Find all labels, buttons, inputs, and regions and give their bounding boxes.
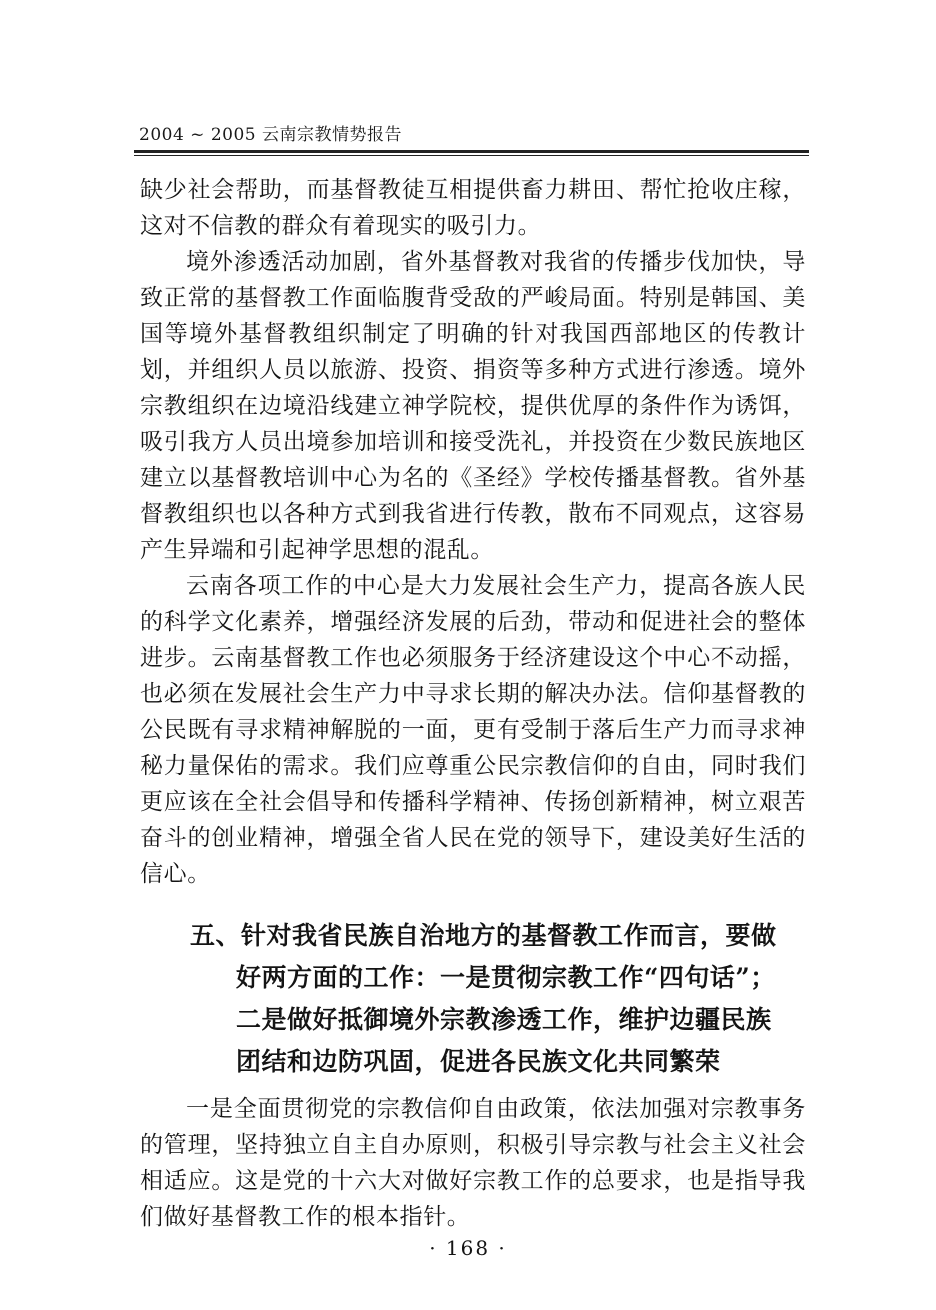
body-text-top — [140, 172, 806, 892]
paragraph: 一是全面贯彻党的宗教信仰自由政策，依法加强对宗教事务的管理，坚持独立自主自办原则，积极引导宗教与社会主义社会相适应。这是党的十六大对做好宗教工作的总要求，也是指导我们做好基督教工作的根本指针。 — [140, 1096, 806, 1230]
page-number: · 168 · — [429, 1236, 507, 1260]
header-rule — [134, 150, 809, 156]
paragraph: 云南各项工作的中心是大力发展社会生产力，提高各族人民的科学文化素养，增强经济发展的后劲，带动和促进社会的整体进步。云南基督教工作也必须服务于经济建设这个中心不动摇，也必须在发展社会生产力中寻求长期的解决办法。信仰基督教的公民既有寻求精神解脱的一面，更有受制于落后生产力而寻求神秘力量保佑的需求。我们应尊重公民宗教信仰的自由，同时我们更应该在全社会倡导和传播科学精神、传扬创新精神，树立艰苦奋斗的创业精神，增强全省人民在党的领导下，建设美好生活的信心。 — [140, 573, 806, 887]
running-header: 2004 ~ 2005 云南宗教情势报告 — [139, 125, 402, 145]
section-heading — [190, 915, 780, 1083]
paragraph: 缺少社会帮助，而基督教徒互相提供畜力耕田、帮忙抢收庄稼，这对不信教的群众有着现实的吸引力。 — [140, 177, 806, 239]
body-text-bottom — [140, 1091, 806, 1235]
section-heading-line: 五、针对我省民族自治地方的基督教工作而言，要做 — [190, 921, 777, 950]
paragraph: 境外渗透活动加剧，省外基督教对我省的传播步伐加快，导致正常的基督教工作面临腹背受敌的严峻局面。特别是韩国、美国等境外基督教组织制定了明确的针对我国西部地区的传教计划，并组织人员以旅游、投资、捐资等多种方式进行渗透。境外宗教组织在边境沿线建立神学院校，提供优厚的条件作为诱饵，吸引我方人员出境参加培训和接受洗礼，并投资在少数民族地区建立以基督教培训中心为名的《圣经》学校传播基督教。省外基督教组织也以各种方式到我省进行传教，散布不同观点，这容易产生异端和引起神学思想的混乱。 — [140, 249, 806, 563]
section-heading-line: 团结和边防巩固，促进各民族文化共同繁荣 — [236, 1047, 721, 1076]
section-heading-line: 二是做好抵御境外宗教渗透工作，维护边疆民族 — [236, 1005, 772, 1034]
section-heading-line: 好两方面的工作：一是贯彻宗教工作“四句话”； — [236, 963, 776, 992]
